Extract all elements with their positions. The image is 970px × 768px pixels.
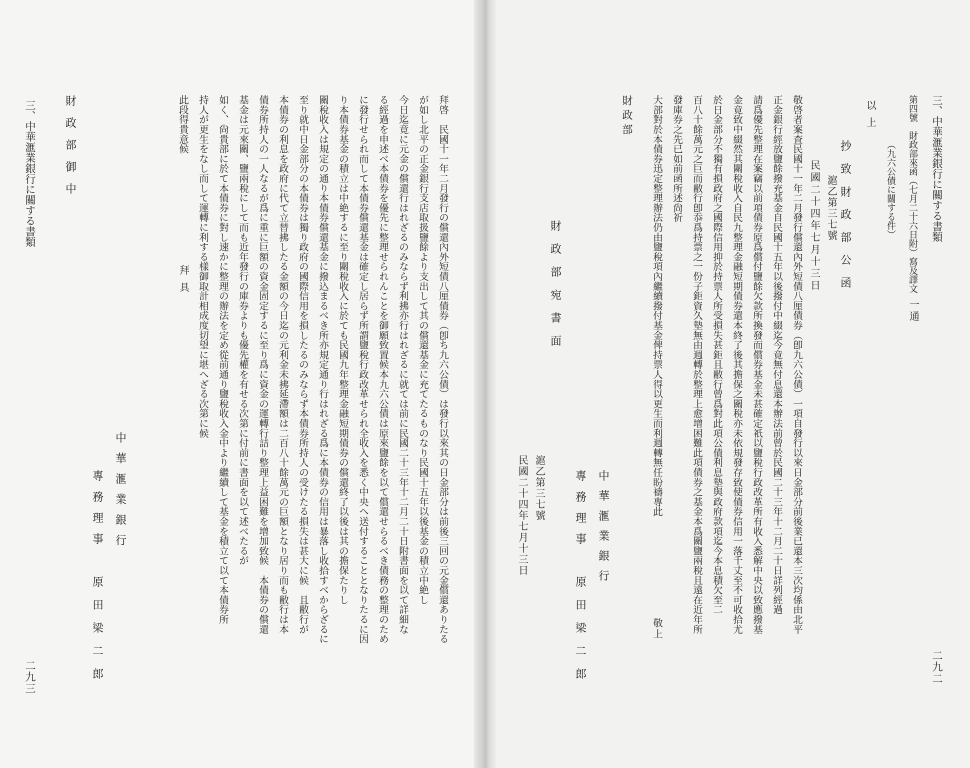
end-mark: 以上: [864, 100, 875, 134]
letter-body-column: 正金銀行經放鹽餘撥充基金自民國十五年以後撥付中綴迄今竟無付息還本辦法前曾於民國二十三年十二月二十日詳列經過: [771, 95, 782, 615]
sender-bank: 中華滙業銀行: [597, 470, 610, 590]
translation-body-column: り本債券基金の積立は中絶するに至り關稅收入に於ても民國九年整理金融短期債券の償還終了以後は其の擔保たりし: [337, 95, 348, 605]
translation-reference-number: 滬乙第三七號: [533, 455, 544, 521]
letter-body-column: 發庫券之先已如前函所述尙祈: [671, 95, 682, 223]
sender-bank: 中華滙業銀行: [114, 432, 127, 555]
translation-body-column: が如し北平の正金銀行支店取扱鹽餘より支出して其の償還基金に充てたるものなり民國十五年以後基金の積立中絶し: [417, 95, 428, 605]
letter-body-column: 於日金部分不獨有損政府之國際信用抑於持票人所受損失甚鉅且敝行曾爲對此項公債利息墊與政府款項迄今本息積欠至二: [711, 95, 722, 615]
translation-body-column: 基金は元來關、鹽兩稅にして而も近年發行の庫券よりも優先權を有せる次第に付前に書面を以て述べたるが: [237, 95, 248, 566]
letter-body-column: 請爲優先整理在案竊以前項債券原爲償付鹽餘欠款所換發而償券基金未甚確定祇以鹽稅行政改革所有收入悉解中央以致應撥基: [751, 95, 762, 634]
letter-body-column: 大部對於本債券迅定整理辦法仍由鹽稅項內繼續撥付基金俾持票人得以更生而利週轉無任盼禱專此: [651, 95, 662, 517]
translation-body-column: 如く、尙貴部に於て本債券に對し速かに整理の辦法を定め從前通り鹽稅收入金中より繼續して基金を積立て以て本債券所: [217, 95, 228, 625]
closing-phrase: 此段得貴意候: [177, 95, 188, 154]
letter-body-column: 金竟致中綴然其關稅收入自民九整理金融短期債券還本終了後其擔保之關稅亦未依規發存致使債券信用一落千丈至不可收拾尤: [731, 95, 742, 634]
letter-addressee: 財政部御中: [64, 95, 77, 205]
translation-body-column: 持人が更生をなし而して運轉に利する樣御取計相成度切望に堪へざる次第に候: [197, 95, 208, 438]
sender-title: 專務理事: [91, 470, 104, 554]
sender-name: 原田梁二郎: [91, 576, 104, 691]
letter-closing: 敬上: [651, 618, 662, 640]
letter-date: 民國二十四年七月十三日: [808, 160, 819, 292]
running-header: 三、中華滙業銀行に關する書類: [931, 95, 943, 242]
book-gutter: [474, 0, 496, 768]
sender-title: 專務理事: [574, 470, 587, 554]
document-heading: 第四號 財政部來函（七月二十六日附）寫及譯文: [907, 95, 917, 293]
translation-body-column: 拜啓 民國十一年二月發行の償還內外短債八厘債券（卽ち九六公債）は發行以來其の日金部分は前後三回の元金償還ありたる: [437, 95, 448, 644]
letter-reference-number: 滬乙第三七號: [825, 175, 836, 241]
translation-date: 民國二十四年七月十三日: [516, 455, 527, 576]
translation-body-column: る經過を申述べ本債券を優先に整理せられんことを御願致置候本九六公債は原來鹽餘を以て償還せらるべき債務の整理のため: [377, 95, 388, 644]
sender-name: 原田梁二郎: [574, 576, 587, 691]
translation-body-column: に發行せられ而して本債券償還基金は確定し居らず所謂鹽稅行政改革せられ全收入を悉く中央へ送付することとなりたるに因: [357, 95, 368, 644]
letter-title: 抄致財政部公函: [839, 140, 852, 300]
letter-addressee: 財政部: [621, 95, 633, 139]
translation-body-column: 本債券の利息を政府に代て立替拂したる金額の今日迄の元利金未拂延滯額は二百八十餘萬元の巨額となり居り而も敝行は本: [277, 95, 288, 634]
page-number: 二九三: [24, 660, 36, 695]
document-subject: （九六公債に關する件）: [885, 140, 895, 239]
translation-body-column: 至り就中日金部分の本債券は獨り政府の國際信用を損したるのみならず本債券所持人の受けたる損失は甚大に候 且敝行が: [297, 95, 308, 634]
letter-body-column: 敬啓者案査民國十一年二月發行償還內外短債八厘債券（卽九六公債）一項自發行以來日金部分前後業已還本三次均係由北平: [791, 95, 802, 634]
running-header: 三、中華滙業銀行に關する書類: [24, 100, 36, 247]
letter-body-column: 百八十餘萬元之巨而敝行卽忝爲持票之一份子鉅資久墊無由週轉於整理上愈增困難此項債券之基金本爲關鹽兩稅且遠在近年所: [691, 95, 702, 634]
document-count: 一通: [907, 299, 918, 323]
translation-body-column: 債券所持人の一人なるが爲に重に巨額の資金固定するに至り爲に資金の運轉行詰り整理上益困難を增加致候 本債券の償還: [257, 95, 268, 634]
translation-body-column: 今日迄竟に元金の償還行はれざるのみならず利拂亦行はれざるに就ては前に民國二十三年十二月二十日附書面を以て詳細な: [397, 95, 408, 634]
page-number: 二九二: [931, 650, 943, 685]
translation-body-column: 關稅收入は規定の通り本債券償還基金に撥込まるべき所亦規定通り行はれざる爲に本債券の信用は暴落し收拾すべからざるに: [317, 95, 328, 644]
letter-closing: 拜具: [177, 265, 188, 299]
translation-title: 財政部宛書面: [549, 220, 562, 358]
